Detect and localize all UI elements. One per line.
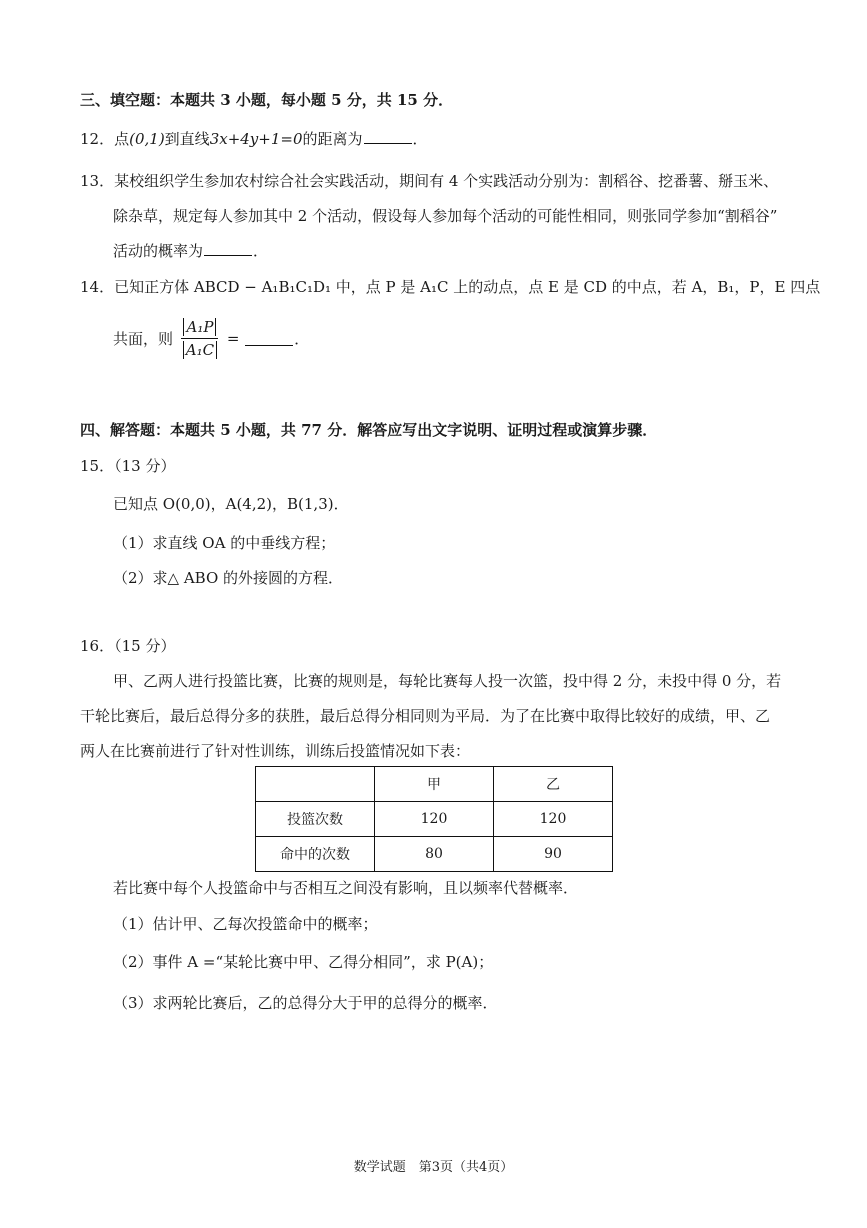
- q12-text-c: 的距离为: [302, 130, 363, 148]
- q16-part3: （3）求两轮比赛后，乙的总得分大于甲的总得分的概率．: [113, 994, 498, 1012]
- q12-point: (0,1): [129, 130, 165, 148]
- table-cell: 120: [375, 802, 494, 837]
- q15-part2: （2）求△ ABO 的外接圆的方程．: [113, 569, 344, 587]
- q13-line2: 除杂草，规定每人参加其中 2 个活动，假设每人参加每个活动的可能性相同，则张同学参加“割稻谷”: [113, 207, 778, 225]
- q12-text-b: 到直线: [164, 130, 210, 148]
- q14-line1: 已知正方体 ABCD − A₁B₁C₁D₁ 中，点 P 是 A₁C 上的动点，点 E 是 CD 的中点，若 A，B₁，P，E 四点: [114, 278, 821, 296]
- q14-end: ．: [294, 330, 310, 348]
- q14-line2: [113, 318, 309, 359]
- table-cell: 80: [375, 837, 494, 872]
- question-14-number: 14．: [80, 278, 115, 296]
- question-12-number: 12．: [80, 130, 115, 148]
- q13-end: ．: [253, 242, 269, 260]
- question-14: [80, 276, 820, 298]
- q16-para-line3: 两人在比赛前进行了针对性训练，训练后投篮情况如下表：: [80, 742, 471, 760]
- q16-para-line2: 干轮比赛后，最后总得分多的获胜，最后总得分相同则为平局．为了在比赛中取得比较好的成绩，甲、乙: [80, 707, 771, 725]
- q14-answer-blank[interactable]: [245, 331, 293, 346]
- question-15-header: 15．（13 分）: [80, 457, 176, 475]
- q14-fraction: [181, 318, 219, 359]
- q13-line1: 某校组织学生参加农村综合社会实践活动，期间有 4 个实践活动分别为：割稻谷、挖番薯、掰玉米、: [114, 172, 779, 190]
- table-cell: 命中的次数: [256, 837, 375, 872]
- table-cell: 投篮次数: [256, 802, 375, 837]
- q14-equals: =: [226, 329, 240, 348]
- table-row: [256, 837, 613, 872]
- q12-end: ．: [412, 130, 428, 148]
- q14-line2-prefix: 共面，则: [113, 330, 174, 348]
- question-13-number: 13．: [80, 172, 115, 190]
- question-16-header: 16．（15 分）: [80, 637, 176, 655]
- q16-part1: （1）估计甲、乙每次投篮命中的概率；: [113, 915, 378, 933]
- table-header-cell: 甲: [375, 767, 494, 802]
- q12-line-equation: 3x+4y+1=0: [209, 130, 303, 148]
- q16-para-line1: 甲、乙两人进行投篮比赛，比赛的规则是，每轮比赛每人投一次篮，投中得 2 分，未投中得 0 分，若: [113, 672, 782, 690]
- table-header-cell: [256, 767, 375, 802]
- table-header-row: [256, 767, 613, 802]
- table-row: [256, 802, 613, 837]
- table-header-cell: 乙: [494, 767, 613, 802]
- section3-heading: 三、填空题：本题共 3 小题，每小题 5 分，共 15 分．: [80, 91, 454, 109]
- question-12: [80, 128, 428, 150]
- q13-line3-text: 活动的概率为: [113, 242, 204, 260]
- table-cell: 90: [494, 837, 613, 872]
- q13-answer-blank[interactable]: [204, 241, 252, 256]
- q15-given: 已知点 O(0,0)，A(4,2)，B(1,3)．: [113, 495, 349, 513]
- page-footer: 数学试题 第3页（共4页）: [353, 1160, 514, 1175]
- q12-answer-blank[interactable]: [364, 129, 412, 144]
- table-cell: 120: [494, 802, 613, 837]
- q15-part1: （1）求直线 OA 的中垂线方程；: [113, 534, 336, 552]
- q12-text-a: 点: [114, 130, 130, 148]
- q13-line3: [113, 240, 268, 262]
- q16-after-table: 若比赛中每个人投篮命中与否相互之间没有影响，且以频率代替概率．: [113, 879, 579, 897]
- section4-heading: 四、解答题：本题共 5 小题，共 77 分．解答应写出文字说明、证明过程或演算步骤．: [80, 421, 658, 439]
- q16-table: [255, 766, 613, 872]
- question-13: [80, 170, 778, 192]
- q14-frac-top: A₁P: [183, 318, 216, 336]
- q16-part2: （2）事件 A =“某轮比赛中甲、乙得分相同”，求 P(A)；: [113, 953, 494, 971]
- q14-frac-bottom: A₁C: [183, 341, 217, 359]
